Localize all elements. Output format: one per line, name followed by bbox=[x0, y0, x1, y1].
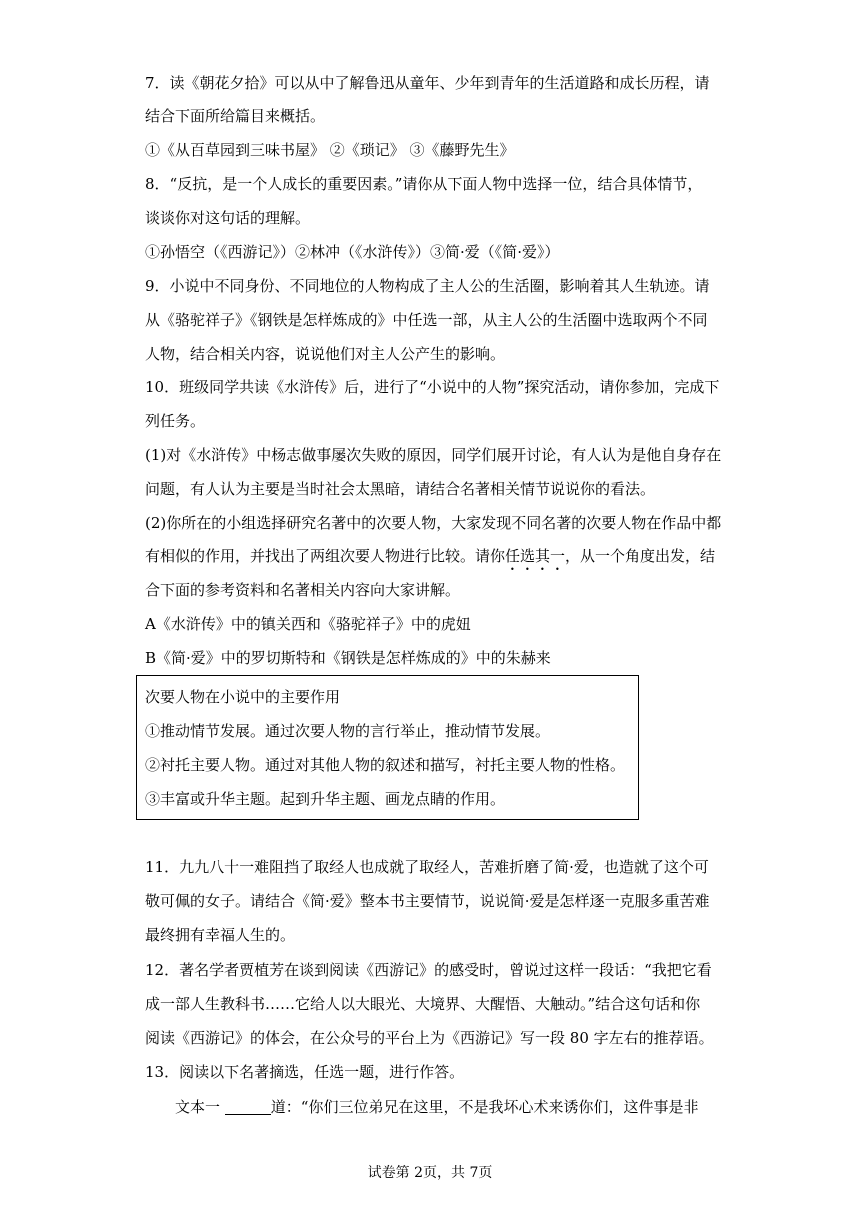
q12-line1: 12．著名学者贾植芳在谈到阅读《西游记》的感受时，曾说过这样一段话：“我把它看 bbox=[145, 961, 712, 979]
q9-line3: 人物，结合相关内容，说说他们对主人公产生的影响。 bbox=[145, 345, 506, 363]
q8-line1: 8．“反抗，是一个人成长的重要因素。”请你从下面人物中选择一位，结合具体情节， bbox=[145, 175, 703, 193]
q7-line2: 结合下面所给篇目来概括。 bbox=[145, 107, 326, 125]
q13-line1: 13．阅读以下名著摘选，任选一题，进行作答。 bbox=[145, 1063, 465, 1081]
text1-content: 道：“你们三位弟兄在这里，不是我坏心术来诱你们，这件事是非 bbox=[270, 1098, 699, 1116]
q10-sub2-line2-end: ，从一个角度出发，结 bbox=[565, 547, 716, 565]
q9-line1: 9．小说中不同身份、不同地位的人物构成了主人公的生活圈，影响着其人生轨迹。请 bbox=[145, 277, 710, 295]
reference-point-2: ②衬托主要人物。通过对其他人物的叙述和描写，衬托主要人物的性格。 bbox=[145, 756, 626, 774]
q7-line1: 7．读《朝花夕拾》可以从中了解鲁迅从童年、少年到青年的生活道路和成长历程，请 bbox=[145, 74, 710, 92]
emphasis-text: 任选其一 bbox=[505, 547, 566, 565]
page-footer: 试卷第 2页，共 7页 bbox=[367, 1165, 493, 1181]
q11-line3: 最终拥有幸福人生的。 bbox=[145, 926, 296, 944]
q8-line2: 谈谈你对这句话的理解。 bbox=[145, 209, 311, 227]
q10-sub2-line2 bbox=[145, 546, 725, 574]
q13-text1-line bbox=[175, 1097, 755, 1117]
q10-sub1-line1: (1)对《水浒传》中杨志做事屡次失败的原因，同学们展开讨论，有人认为是他自身存在 bbox=[145, 446, 722, 464]
reference-point-1: ①推动情节发展。通过次要人物的言行举止，推动情节发展。 bbox=[145, 722, 551, 740]
q12-line2: 成一部人生教科书……它给人以大眼光、大境界、大醒悟、大触动。”结合这句话和你 bbox=[145, 995, 701, 1013]
text1-label: 文本一 bbox=[175, 1098, 221, 1116]
q10-sub2-line2-start: 有相似的作用，并找出了两组次要人物进行比较。请你 bbox=[145, 547, 506, 565]
q8-options: ①孙悟空（《西游记》）②林冲（《水浒传》）③简·爱（《简·爱》） bbox=[145, 243, 560, 261]
q11-line2: 敬可佩的女子。请结合《简·爱》整本书主要情节，说说简·爱是怎样逐一克服多重苦难 bbox=[145, 892, 710, 910]
q10-option-a: A《水浒传》中的镇关西和《骆驼祥子》中的虎妞 bbox=[145, 615, 471, 633]
reference-box-title: 次要人物在小说中的主要作用 bbox=[145, 688, 341, 706]
q10-sub2-line3: 合下面的参考资料和名著相关内容向大家讲解。 bbox=[145, 581, 461, 599]
q9-line2: 从《骆驼祥子》《钢铁是怎样炼成的》中任选一部，从主人公的生活圈中选取两个不同 bbox=[145, 311, 708, 329]
q12-line3: 阅读《西游记》的体会，在公众号的平台上为《西游记》写一段 80 字左右的推荐语。 bbox=[145, 1029, 714, 1047]
q7-options: ①《从百草园到三味书屋》 ②《琐记》 ③《藤野先生》 bbox=[145, 141, 515, 159]
q10-line2: 列任务。 bbox=[145, 412, 206, 430]
reference-point-3: ③丰富或升华主题。起到升华主题、画龙点睛的作用。 bbox=[145, 790, 506, 808]
q10-option-b: B《简·爱》中的罗切斯特和《钢铁是怎样炼成的》中的朱赫来 bbox=[145, 649, 551, 667]
q10-line1: 10．班级同学共读《水浒传》后，进行了“小说中的人物”探究活动，请你参加，完成下 bbox=[145, 378, 720, 396]
answer-blank bbox=[225, 1098, 271, 1115]
q10-sub2-line1: (2)你所在的小组选择研究名著中的次要人物，大家发现不同名著的次要人物在作品中都 bbox=[145, 514, 722, 532]
q10-sub1-line2: 问题，有人认为主要是当时社会太黑暗，请结合名著相关情节说说你的看法。 bbox=[145, 480, 656, 498]
reference-box bbox=[136, 675, 639, 820]
q11-line1: 11．九九八十一难阻挡了取经人也成就了取经人，苦难折磨了简·爱，也造就了这个可 bbox=[145, 858, 709, 876]
